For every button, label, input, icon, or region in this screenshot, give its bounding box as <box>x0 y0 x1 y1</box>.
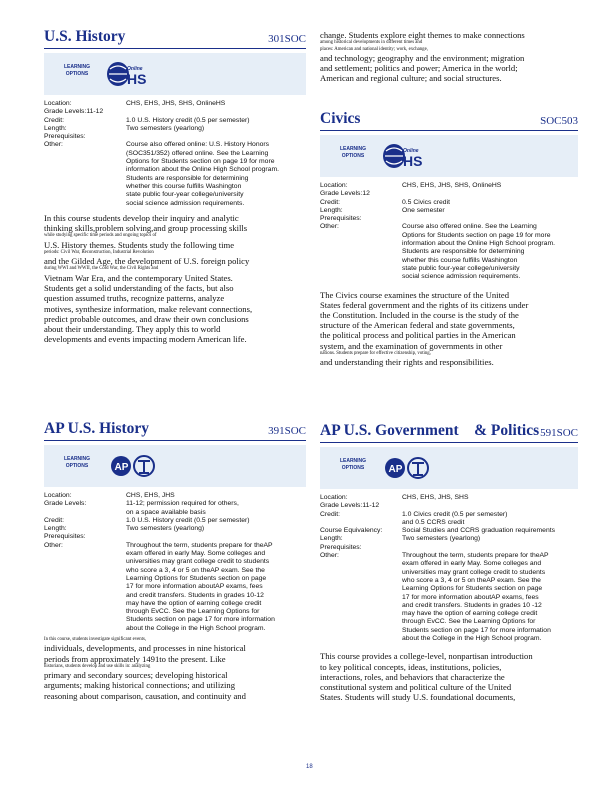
info-value-line: universities may grant college credit to students <box>402 568 546 576</box>
course-code: 591SOC <box>540 427 578 439</box>
info-row <box>44 492 306 500</box>
info-row <box>44 133 306 141</box>
info-label: Other: <box>320 223 339 231</box>
info-value <box>126 117 306 125</box>
info-row <box>320 182 578 190</box>
info-label: Location: <box>320 494 348 501</box>
info-row <box>44 525 306 533</box>
paragraph-line: and settlement; politics and power; America in the world; <box>320 63 518 74</box>
info-value <box>126 100 306 108</box>
paragraph-line: individuals, developments, and processes in nine historical <box>44 643 246 654</box>
paragraph-line: U.S. History themes. Students study the following time <box>44 239 235 250</box>
info-value <box>402 199 578 207</box>
info-value-line: whether this course fulfills Washington <box>402 256 518 264</box>
info-label: Location: <box>320 182 348 189</box>
info-value <box>402 182 578 190</box>
course-description <box>44 637 306 701</box>
course-description <box>320 290 578 368</box>
info-label: Length: <box>320 535 343 543</box>
paragraph-line: periods from approximately 1491to the present. Like <box>44 653 226 664</box>
info-value <box>86 533 306 541</box>
paragraph-line: the political process and political parties in the American <box>320 330 516 341</box>
info-value <box>126 492 306 500</box>
info-value <box>402 511 578 528</box>
info-label: Credit: <box>44 116 65 124</box>
info-value-line: 0.5 Civics credit <box>402 198 450 206</box>
info-value-line: Students are responsible for determining <box>126 174 249 182</box>
info-value-line: Learning Options for Students section on page <box>402 585 543 593</box>
paragraph-line: This course provides a college-level, nonpartisan introduction <box>320 651 533 662</box>
info-label: Grade Levels:12 <box>320 190 370 198</box>
info-value-line: 11-12; permission required for others, <box>126 500 239 508</box>
paragraph-line: about their understanding. They apply this to world <box>44 323 221 334</box>
page-number: 18 <box>306 764 313 770</box>
learning-options-label: LEARNING OPTIONS <box>339 458 367 471</box>
info-label: Length: <box>44 124 67 132</box>
info-label: Credit: <box>320 510 341 518</box>
info-value-line: Course also offered online. See the Learning <box>402 223 537 231</box>
info-value-line: Two semesters (yearlong) <box>126 124 205 132</box>
info-label: Credit: <box>44 516 65 524</box>
info-label: Grade Levels: <box>44 500 87 508</box>
info-value-line: about the College in the High School program. <box>126 624 266 632</box>
paragraph-line: nations. Students prepare for effective citizenship, voting, <box>320 350 431 356</box>
info-value-line: Throughout the term, students prepare for theAP <box>402 552 549 560</box>
course-title: AP U.S. History <box>44 420 150 437</box>
learning-options-bar <box>320 135 578 177</box>
info-value <box>402 223 578 281</box>
info-value <box>126 125 306 133</box>
course-header <box>320 108 578 131</box>
info-value-line: 17 for more information aboutAP exams, fees <box>402 593 539 601</box>
info-value-line: information about the Online High School program. <box>402 240 556 248</box>
svg-text:AP: AP <box>388 464 403 475</box>
info-value <box>402 527 578 535</box>
info-value-line: One semester <box>402 206 445 214</box>
info-row <box>44 500 306 517</box>
online-hs-icon <box>104 59 150 89</box>
info-value-line: whether this course fulfills Washington <box>126 182 242 190</box>
info-value-line: 1.0 U.S. History credit (0.5 per semester) <box>126 116 250 124</box>
info-value <box>86 133 306 141</box>
info-value-line: social science admission requirements. <box>402 273 521 281</box>
info-value-line: Learning Options for Students section on page <box>126 574 267 582</box>
course-title: Civics <box>320 110 361 127</box>
info-label: Location: <box>44 492 72 499</box>
course-title: U.S. History <box>44 28 126 45</box>
course-code: SOC503 <box>540 115 578 127</box>
paragraph-line: and the Gilded Age, the development of U.S. foreign policy <box>44 256 250 267</box>
info-value-line: about the College in the High School program. <box>402 635 542 643</box>
paragraph-line: structure of the American federal and state governments, <box>320 320 515 331</box>
paragraph-line: the Constitution. Included in the course is the study of the <box>320 309 519 320</box>
info-label: Prerequisites: <box>44 133 86 141</box>
info-label: Other: <box>320 552 339 560</box>
info-value <box>402 494 578 502</box>
info-value-line: state public four-year college/university <box>126 191 244 199</box>
learning-options-label: LEARNING OPTIONS <box>63 64 91 77</box>
info-value-line: through EvCC. See the Learning Options for <box>402 618 536 626</box>
paragraph-line: predict probable outcomes, and draw their own conclusions <box>44 313 249 324</box>
continued-description <box>320 30 578 84</box>
course-header <box>44 418 306 441</box>
info-value-line: Options for Students section on page 19 for more <box>126 158 275 166</box>
info-value <box>402 535 578 543</box>
paragraph-line: primary and secondary sources; developing historical <box>44 670 228 681</box>
info-value-line: exam offered in early May. Some colleges and <box>402 560 542 568</box>
info-value-line: 17 for more information aboutAP exams, fees <box>126 583 263 591</box>
course-ap-us-government <box>320 420 578 702</box>
info-value <box>402 552 578 643</box>
learning-options-bar <box>44 53 306 95</box>
course-info <box>320 494 578 643</box>
paragraph-line: Students get a solid understanding of the facts, but also <box>44 283 234 294</box>
paragraph-line: and technology; geography and the environment; migration <box>320 53 525 64</box>
info-label: Grade Levels:11-12 <box>44 108 104 116</box>
info-row <box>44 100 306 108</box>
paragraph-line: motives, synthesize information, make relevant connections, <box>44 303 253 314</box>
course-description <box>44 213 306 344</box>
ap-icon <box>384 453 432 483</box>
info-row <box>320 502 578 510</box>
paragraph-line: arguments; making historical connections; and utilizing <box>44 680 236 691</box>
course-info <box>44 492 306 633</box>
course-code: 391SOC <box>268 425 306 437</box>
paragraph-line: to key political concepts, ideas, institutions, policies, <box>320 661 502 672</box>
info-value-line: Students section on page 17 for more information <box>402 626 551 634</box>
info-value-line: and credit transfers. Students in grades 10 -12 <box>402 601 542 609</box>
info-row <box>320 552 578 643</box>
info-value-line: Throughout the term, students prepare for theAP <box>126 541 273 549</box>
course-header <box>320 420 578 443</box>
learning-options-bar <box>44 445 306 487</box>
info-row <box>320 199 578 207</box>
info-value-line: social science admission requirements. <box>126 199 245 207</box>
info-value-line: 1.0 U.S. History credit (0.5 per semester) <box>126 516 250 524</box>
info-value-line: and 0.5 CCRS credit <box>402 518 465 526</box>
info-label: Location: <box>44 100 72 107</box>
info-row <box>44 125 306 133</box>
paragraph-line: States federal government and the rights of its citizens under <box>320 299 529 310</box>
info-label: Prerequisites: <box>320 215 362 223</box>
info-value-line: Options for Students section on page 19 for more <box>402 231 551 239</box>
info-value-line: state public four-year college/university <box>402 264 520 272</box>
paragraph-line: constitutional system and political culture of the United <box>320 681 512 692</box>
info-row <box>320 223 578 281</box>
info-value-line: (SOC351/352) offered online. See the Learning <box>126 149 269 157</box>
paragraph-line: during WWI and WWII, the Cold War, the Civil Rights and <box>44 266 159 272</box>
course-ap-us-history <box>44 418 306 701</box>
info-label: Other: <box>44 541 63 549</box>
info-value <box>379 502 578 510</box>
paragraph-line: thinking skills,problem solving,and group processing skills <box>44 223 248 234</box>
paragraph-line: system, and the examination of governments in other <box>320 340 503 351</box>
info-row <box>320 544 578 552</box>
info-value-line: Social Studies and CCRS graduation requirements <box>402 527 556 535</box>
paragraph-line: The Civics course examines the structure of the United <box>320 289 510 300</box>
info-row <box>320 207 578 215</box>
course-info <box>44 100 306 208</box>
paragraph-line: In this course, students investigate significant events, <box>44 637 147 643</box>
paragraph-line: periods: Civil War, Reconstruction, Industrial Revolution <box>44 249 154 255</box>
info-value <box>370 190 578 198</box>
course-header <box>44 26 306 49</box>
info-row <box>320 511 578 528</box>
info-value <box>103 108 306 116</box>
info-value-line: exam offered in early May. Some colleges and <box>126 550 266 558</box>
paragraph-line: among historical developments in different times and <box>320 40 423 46</box>
learning-options-bar <box>320 447 578 489</box>
info-label: Other: <box>44 141 63 149</box>
paragraph-line: Vietnam War Era, and the contemporary United States. <box>44 272 233 283</box>
info-row <box>44 533 306 541</box>
info-value-line: CHS, EHS, JHS, SHS <box>402 494 469 501</box>
info-value <box>126 500 306 517</box>
svg-text:Online: Online <box>403 148 419 154</box>
info-row <box>320 190 578 198</box>
info-value <box>126 141 306 207</box>
info-label: Grade Levels:11-12 <box>320 502 380 510</box>
info-value-line: 1.0 Civics credit (0.5 per semester) <box>402 510 508 518</box>
course-title: AP U.S. Government & Politics <box>320 422 540 439</box>
svg-text:AP: AP <box>114 462 129 473</box>
course-info <box>320 182 578 282</box>
info-value-line: who score a 3, 4 or 5 on theAP exam. See the <box>402 576 541 584</box>
info-value-line: universities may grant college credit to students <box>126 558 270 566</box>
info-value-line: who score a 3, 4 or 5 on theAP exam. See the <box>126 566 265 574</box>
paragraph-line: interactions, roles, and behaviors that characterize the <box>320 671 505 682</box>
course-code: 301SOC <box>268 33 306 45</box>
info-label: Length: <box>44 525 67 533</box>
paragraph-line: American and regional culture; and social structures. <box>320 73 502 84</box>
info-value-line: and credit transfers. Students in grades 10-12 <box>126 591 264 599</box>
info-value-line: CHS, EHS, JHS <box>126 492 175 499</box>
paragraph-line: reasoning about comparison, causation, and continuity and <box>44 690 246 701</box>
learning-options-label: LEARNING OPTIONS <box>339 146 367 159</box>
info-value <box>362 215 578 223</box>
paragraph-line: developments and events impacting modern American life. <box>44 334 247 345</box>
info-label: Credit: <box>320 198 341 206</box>
online-hs-icon <box>380 141 426 171</box>
svg-text:HS: HS <box>127 71 147 87</box>
info-value-line: CHS, EHS, JHS, SHS, OnlineHS <box>402 182 502 189</box>
info-value <box>126 542 306 633</box>
info-value-line: may have the option of earning college credit <box>126 599 262 607</box>
paragraph-line: States. Students will study U.S. foundational documents, <box>320 692 516 703</box>
info-row <box>320 535 578 543</box>
info-value <box>362 544 578 552</box>
info-row <box>44 108 306 116</box>
paragraph-line: places: American and national identity; work, exchange, <box>320 46 428 52</box>
info-value-line: may have the option of earning college credit <box>402 610 538 618</box>
paragraph-line: In this course students develop their inquiry and analytic <box>44 212 239 223</box>
info-label: Prerequisites: <box>320 543 362 551</box>
info-value-line: Two semesters (yearlong) <box>402 535 481 543</box>
info-row <box>44 117 306 125</box>
info-row <box>44 542 306 633</box>
paragraph-line: historians, students develop and use skills in: analyzing <box>44 663 151 669</box>
paragraph-line: question assumed truths, recognize patterns, analyze <box>44 293 225 304</box>
info-row <box>320 494 578 502</box>
info-value-line: through EvCC. See the Learning Options for <box>126 608 260 616</box>
paragraph-line: change. Students explore eight themes to make connections <box>320 30 525 40</box>
course-description <box>320 651 578 702</box>
svg-text:Online: Online <box>127 66 143 72</box>
info-value-line: Students section on page 17 for more information <box>126 616 275 624</box>
course-us-history <box>44 26 306 344</box>
info-label: Prerequisites: <box>44 533 86 541</box>
info-row <box>320 215 578 223</box>
info-value <box>126 517 306 525</box>
course-civics <box>320 108 578 367</box>
info-value <box>402 207 578 215</box>
paragraph-line: while studying specific time periods and ongoing topics of <box>44 233 157 239</box>
info-label: Course Equivalency: <box>320 527 383 535</box>
info-label: Length: <box>320 206 343 214</box>
info-value <box>126 525 306 533</box>
paragraph-line: and understanding their rights and responsibilities. <box>320 357 494 368</box>
ap-icon <box>110 451 158 481</box>
info-row <box>320 527 578 535</box>
info-value-line: Course also offered online: U.S. History Honors <box>126 141 270 149</box>
info-row <box>44 141 306 207</box>
info-value-line: information about the Online High School program. <box>126 166 280 174</box>
info-value-line: on a space available basis <box>126 508 206 516</box>
info-value-line: Two semesters (yearlong) <box>126 525 205 533</box>
info-value-line: CHS, EHS, JHS, SHS, OnlineHS <box>126 100 226 107</box>
info-value-line: Students are responsible for determining <box>402 248 525 256</box>
svg-text:HS: HS <box>403 153 423 169</box>
info-row <box>44 517 306 525</box>
learning-options-label: LEARNING OPTIONS <box>63 456 91 469</box>
